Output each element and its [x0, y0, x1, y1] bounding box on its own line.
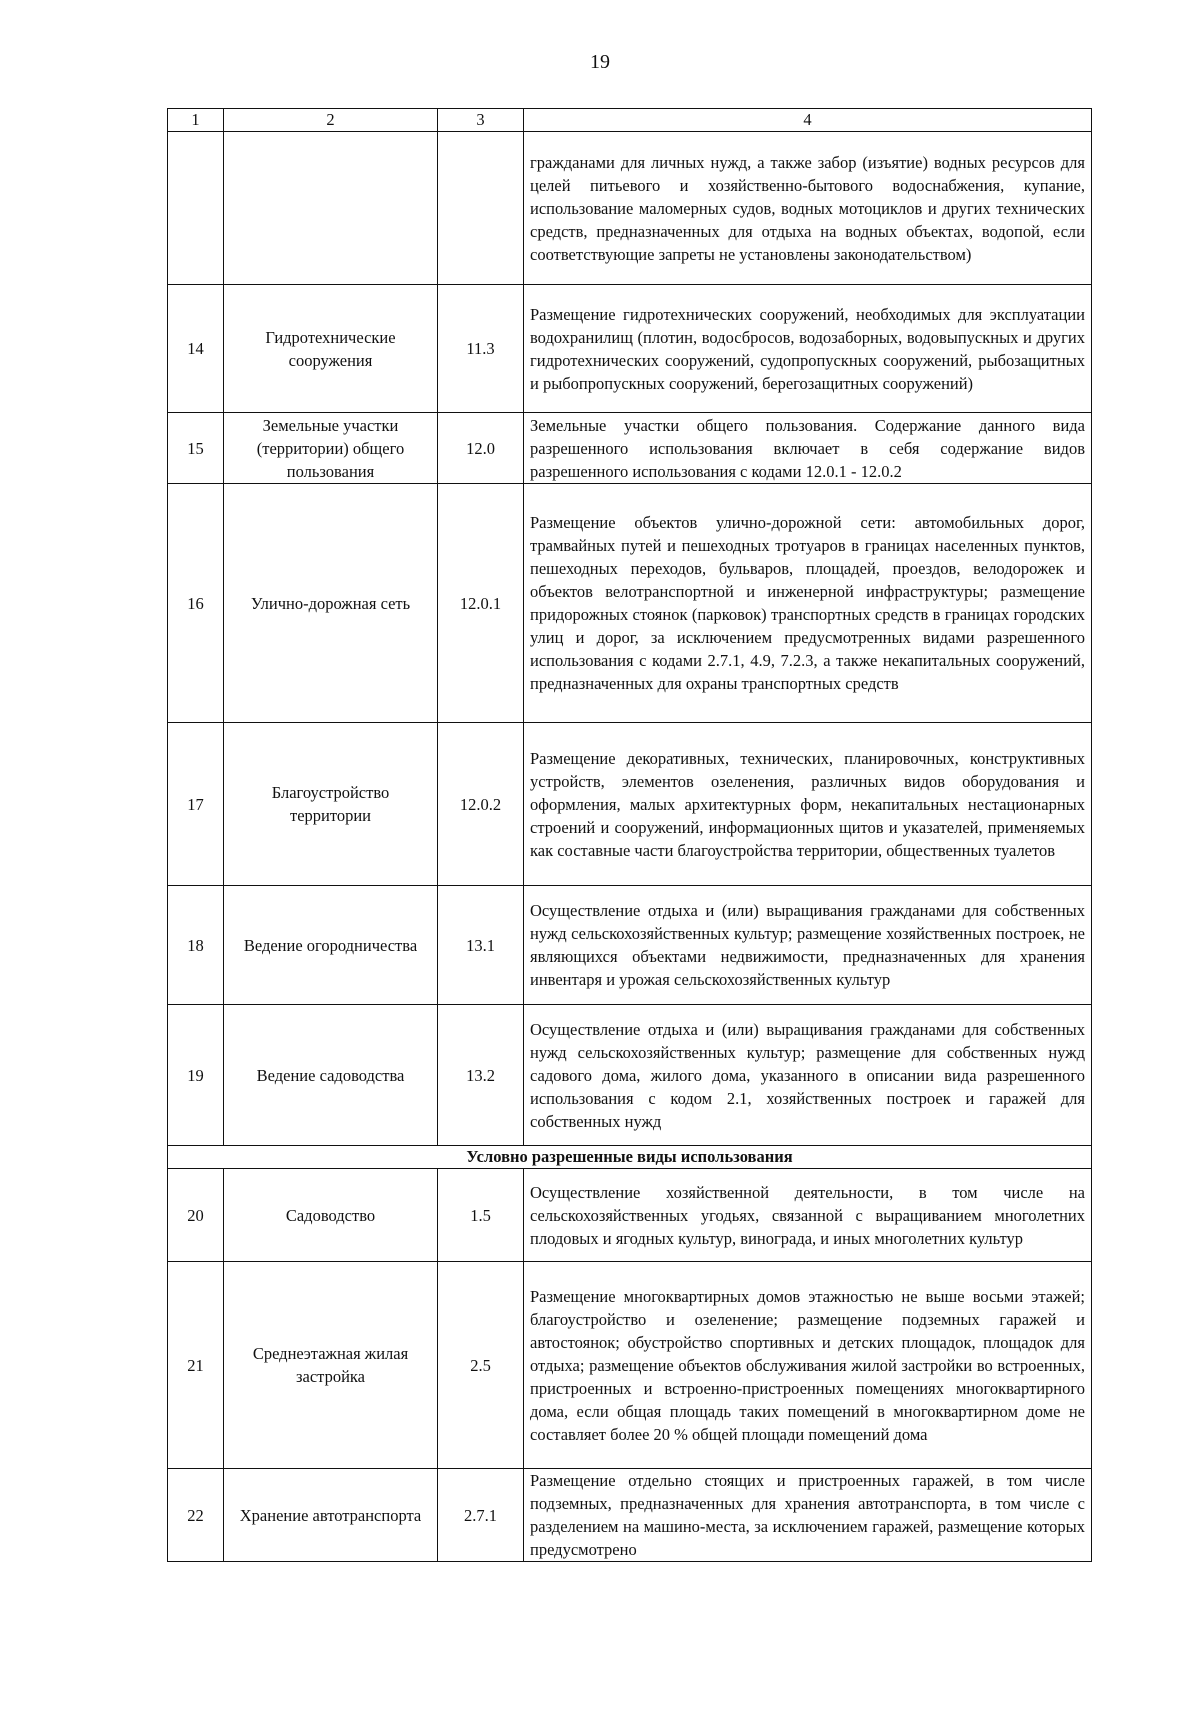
row-number: 19: [168, 1005, 224, 1146]
row-description: Осуществление отдыха и (или) выращивания гражданами для собственных нужд сельскохозяйственных культур; размещение хозяйственных построек, не являющихся объектами недвижимости, предназначенных для хранения инвентаря и урожая сельскохозяйственных культур: [524, 886, 1092, 1005]
row-number: 17: [168, 723, 224, 886]
row-name: Земельные участки (территории) общего пользования: [224, 413, 438, 484]
row-description: Размещение объектов улично-дорожной сети: автомобильных дорог, трамвайных путей и пешеходных тротуаров в границах населенных пунктов, пешеходных переходов, бульваров, площадей, проездов, велодорожек и объектов велотранспортной и инженерной инфраструктуры; размещение придорожных стоянок (парковок) транспортных средств в границах городских улиц и дорог, за исключением предусмотренных видами разрешенного использования с кодами 2.7.1, 4.9, 7.2.3, а также некапитальных сооружений, предназначенных для охраны транспортных средств: [524, 484, 1092, 723]
row-code: 11.3: [438, 285, 524, 413]
row-code: 2.7.1: [438, 1469, 524, 1562]
row-name: Улично-дорожная сеть: [224, 484, 438, 723]
row-description: Размещение гидротехнических сооружений, необходимых для эксплуатации водохранилищ (плотин, водосбросов, водозаборных, водовыпускных и других гидротехнических сооружений, судопропускных сооружений, рыбозащитных и рыбопропускных сооружений, берегозащитных сооружений): [524, 285, 1092, 413]
row-number: 15: [168, 413, 224, 484]
row-description: Размещение декоративных, технических, планировочных, конструктивных устройств, элементов озеленения, различных видов оборудования и оформления, малых архитектурных форм, некапитальных нестационарных строений и сооружений, информационных щитов и указателей, применяемых как составные части благоустройства территории, общественных туалетов: [524, 723, 1092, 886]
row-number: 22: [168, 1469, 224, 1562]
row-number: 16: [168, 484, 224, 723]
table-row-continuation: [168, 132, 1092, 285]
row-number: [168, 132, 224, 285]
header-col-2: 2: [224, 109, 438, 132]
header-col-1: 1: [168, 109, 224, 132]
row-code: [438, 132, 524, 285]
row-code: 12.0.2: [438, 723, 524, 886]
table-row: [168, 1005, 1092, 1146]
table-row: [168, 413, 1092, 484]
row-number: 18: [168, 886, 224, 1005]
section-row: [168, 1146, 1092, 1169]
row-description: Осуществление хозяйственной деятельности, в том числе на сельскохозяйственных угодьях, связанной с выращиванием многолетних плодовых и ягодных культур, винограда, и иных многолетних культур: [524, 1169, 1092, 1262]
table-row: [168, 285, 1092, 413]
row-number: 20: [168, 1169, 224, 1262]
table-header-row: [168, 109, 1092, 132]
table-row: [168, 886, 1092, 1005]
row-name: Хранение автотранспорта: [224, 1469, 438, 1562]
row-name: [224, 132, 438, 285]
row-description: Земельные участки общего пользования. Содержание данного вида разрешенного использования включает в себя содержание видов разрешенного использования с кодами 12.0.1 - 12.0.2: [524, 413, 1092, 484]
header-col-3: 3: [438, 109, 524, 132]
row-number: 21: [168, 1262, 224, 1469]
land-use-table: [167, 108, 1092, 1562]
row-description: Размещение многоквартирных домов этажностью не выше восьми этажей; благоустройство и озеленение; размещение подземных гаражей и автостоянок; обустройство спортивных и детских площадок, площадок для отдыха; размещение объектов обслуживания жилой застройки во встроенных, пристроенных и встроенно-пристроенных помещениях многоквартирного дома, если общая площадь таких помещений в многоквартирном доме не составляет более 20 % общей площади помещений дома: [524, 1262, 1092, 1469]
row-code: 12.0.1: [438, 484, 524, 723]
row-name: Гидротехнические сооружения: [224, 285, 438, 413]
table-row: [168, 484, 1092, 723]
row-name: Ведение огородничества: [224, 886, 438, 1005]
section-title: Условно разрешенные виды использования: [168, 1146, 1092, 1169]
table-row: [168, 1262, 1092, 1469]
row-name: Среднеэтажная жилая застройка: [224, 1262, 438, 1469]
row-code: 13.1: [438, 886, 524, 1005]
table-row: [168, 1169, 1092, 1262]
row-name: Ведение садоводства: [224, 1005, 438, 1146]
row-name: Благоустройство территории: [224, 723, 438, 886]
row-description: Осуществление отдыха и (или) выращивания гражданами для собственных нужд сельскохозяйственных культур; размещение для собственных нужд садового дома, жилого дома, указанного в описании вида разрешенного использования с кодом 2.1, хозяйственных построек и гаражей для собственных нужд: [524, 1005, 1092, 1146]
row-name: Садоводство: [224, 1169, 438, 1262]
row-code: 12.0: [438, 413, 524, 484]
row-description: гражданами для личных нужд, а также забор (изъятие) водных ресурсов для целей питьевого и хозяйственно-бытового водоснабжения, купание, использование маломерных судов, водных мотоциклов и других технических средств, предназначенных для отдыха на водных объектах, водопой, если соответствующие запреты не установлены законодательством): [524, 132, 1092, 285]
table-row: [168, 1469, 1092, 1562]
row-code: 13.2: [438, 1005, 524, 1146]
header-col-4: 4: [524, 109, 1092, 132]
table-row: [168, 723, 1092, 886]
row-number: 14: [168, 285, 224, 413]
page-number: 19: [590, 51, 610, 73]
row-description: Размещение отдельно стоящих и пристроенных гаражей, в том числе подземных, предназначенных для хранения автотранспорта, в том числе с разделением на машино-места, за исключением гаражей, размещение которых предусмотрено: [524, 1469, 1092, 1562]
row-code: 2.5: [438, 1262, 524, 1469]
row-code: 1.5: [438, 1169, 524, 1262]
